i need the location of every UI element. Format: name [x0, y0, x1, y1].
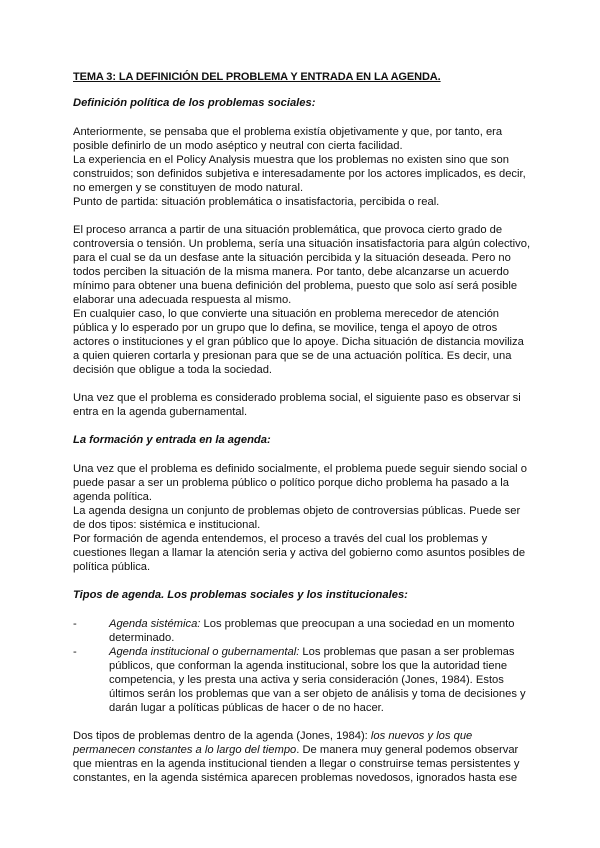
list-item-text: Los problemas que preocupan a una sociedad en un momento determinado. [109, 618, 515, 644]
section-heading-formacion: La formación y entrada en la agenda: [73, 434, 271, 446]
paragraph: El proceso arranca a partir de una situación problemática, que provoca cierto grado de controversia o tensión. Un problema, sería una situación insatisfactoria para algún colectivo, para el cual se da un desfase ante la situación percibida y la situación deseada. Pero no todos perciben la situación de la misma manera. Por tanto, debe alcanzarse un acuerdo mínimo para obtener una buena definición del problema, puesto que solo así será posible elaborar una adecuada respuesta al mismo. [73, 224, 531, 306]
list-item-agenda-sistemica [73, 617, 533, 645]
emphasis-run: los nuevos y los que permanecen constantes a lo largo del tiempo [73, 730, 473, 756]
document-page [73, 70, 533, 785]
paragraph: La agenda designa un conjunto de problemas objeto de controversias públicas. Puede ser de dos tipos: sistémica e institucional. [73, 505, 521, 531]
paragraph: Anteriormente, se pensaba que el problema existía objetivamente y que, por tanto, era posible definirlo de un modo aséptico y neutral con cierta facilidad. [73, 126, 503, 152]
list-item-text: Los problemas que pasan a ser problemas públicos, que conforman la agenda institucional, sobre los que la autoridad tiene competencia, y les presta una activa y seria consideración (Jones, 1984). Estos últimos serán los problemas que van a ser objeto de análisis y toma de decisiones y darán lugar a políticas públicas de hacer o de no hacer. [109, 646, 526, 714]
paragraph: La experiencia en el Policy Analysis muestra que los problemas no existen sino que son construidos; son definidos subjetiva e interesadamente por los actores implicados, es decir, no emergen y se constituyen de modo natural. [73, 154, 526, 194]
list-dash: - [73, 618, 77, 630]
paragraph: Por formación de agenda entendemos, el proceso a través del cual los problemas y cuestiones llegan a llamar la atención seria y activa del gobierno como asuntos posibles de política pública. [73, 533, 526, 573]
section-heading-definicion: Definición política de los problemas sociales: [73, 97, 316, 109]
section-heading-tipos: Tipos de agenda. Los problemas sociales y los institucionales: [73, 589, 408, 601]
text-run: . De manera muy general podemos observar que mientras en la agenda institucional tienden a llegar o construirse temas persistentes y constantes, en la agenda sistémica aparecen problemas novedosos, ignorados hasta ese [73, 744, 520, 784]
paragraph: En cualquier caso, lo que convierte una situación en problema merecedor de atención pública y lo esperado por un grupo que lo defina, se movilice, tenga el apoyo de otros actores o instituciones y el gran público que lo apoye. Dicha situación de distancia moviliza a quien quieren cortarla y presionan para que se de una actuación política. Es decir, una decisión que obligue a toda la sociedad. [73, 308, 524, 376]
paragraph [73, 729, 533, 785]
term-agenda-sistemica: Agenda sistémica: [109, 618, 201, 630]
term-agenda-institucional: Agenda institucional o gubernamental: [109, 646, 300, 658]
paragraph: Una vez que el problema es considerado problema social, el siguiente paso es observar si entra en la agenda gubernamental. [73, 392, 521, 418]
list-item-agenda-institucional [73, 645, 533, 715]
list-dash: - [73, 646, 77, 658]
paragraph: Punto de partida: situación problemática o insatisfactoria, percibida o real. [73, 196, 440, 208]
text-run: Dos tipos de problemas dentro de la agenda (Jones, 1984): [73, 730, 371, 742]
document-title: TEMA 3: LA DEFINICIÓN DEL PROBLEMA Y ENTRADA EN LA AGENDA. [73, 71, 441, 83]
paragraph: Una vez que el problema es definido socialmente, el problema puede seguir siendo social o puede pasar a ser un problema público o político porque dicho problema ha pasado a la agenda política. [73, 463, 527, 503]
